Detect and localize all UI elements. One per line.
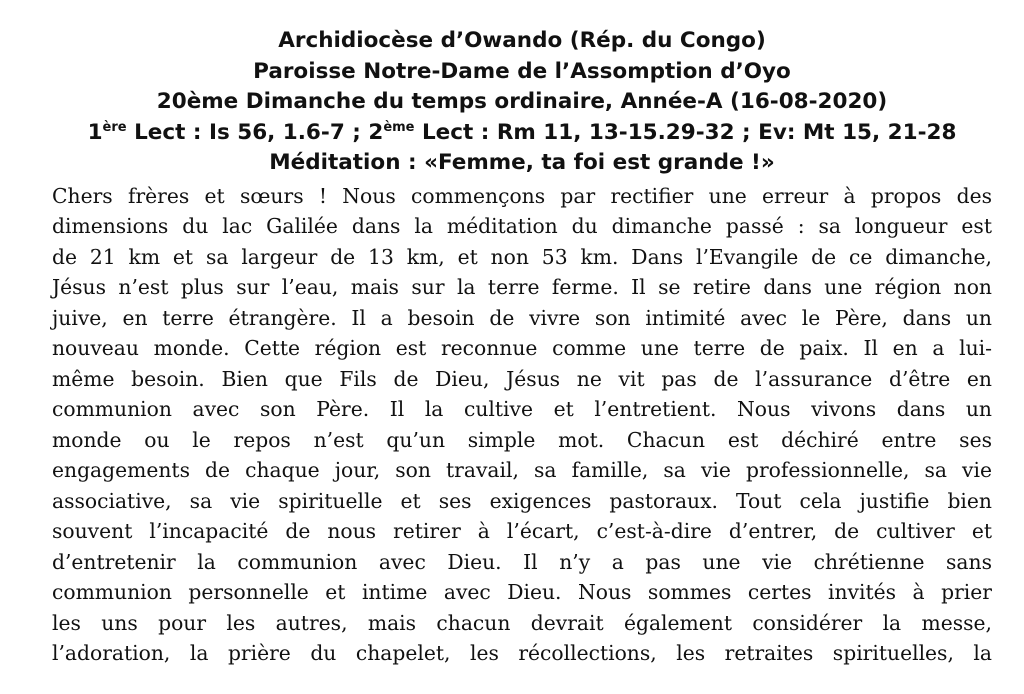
reading-2-text: Lect : Rm 11, 13-15.29-32 ; Ev: Mt 15, 21-28 bbox=[414, 119, 957, 145]
body-line: même besoin. Bien que Fils de Dieu, Jésus ne vit pas de l’assurance d’être en bbox=[52, 366, 992, 391]
document-page bbox=[52, 26, 992, 669]
body-line: associative, sa vie spirituelle et ses exigences pastoraux. Tout cela justifie bien bbox=[52, 488, 992, 513]
body-line: nouveau monde. Cette région est reconnue comme une terre de paix. Il en a lui- bbox=[52, 336, 992, 361]
body-line: monde ou le repos n’est qu’un simple mot. Chacun est déchiré entre ses bbox=[52, 427, 992, 452]
body-line: d’entretenir la communion avec Dieu. Il n’y a pas une vie chrétienne sans bbox=[52, 549, 992, 574]
readings-line bbox=[52, 118, 992, 149]
body-line: engagements de chaque jour, son travail, sa famille, sa vie professionnelle, sa vie bbox=[52, 458, 992, 483]
document-header bbox=[52, 26, 992, 179]
body-line: dimensions du lac Galilée dans la méditation du dimanche passé : sa longueur est bbox=[52, 214, 992, 239]
body-line: communion personnelle et intime avec Dieu. Nous sommes certes invités à prier bbox=[52, 580, 992, 605]
body-line: de 21 km et sa largeur de 13 km, et non 53 km. Dans l’Evangile de ce dimanche, bbox=[52, 244, 992, 269]
meditation-title: Méditation : «Femme, ta foi est grande !» bbox=[269, 150, 775, 176]
reading-1-text: Lect : Is 56, 1.6-7 ; 2 bbox=[126, 119, 384, 145]
meditation-body bbox=[52, 181, 992, 669]
body-line: Chers frères et sœurs ! Nous commençons par rectifier une erreur à propos des bbox=[52, 183, 992, 208]
reading-1-number: 1 bbox=[87, 119, 103, 145]
body-line: l’adoration, la prière du chapelet, les récollections, les retraites spirituelles, la bbox=[52, 641, 992, 666]
body-line: les uns pour les autres, mais chacun devrait également considérer la messe, bbox=[52, 610, 992, 635]
sunday-title: 20ème Dimanche du temps ordinaire, Année-A (16-08-2020) bbox=[156, 89, 888, 115]
body-line: juive, en terre étrangère. Il a besoin de vivre son intimité avec le Père, dans un bbox=[52, 305, 992, 330]
parish-title: Paroisse Notre-Dame de l’Assomption d’Oyo bbox=[253, 58, 791, 84]
reading-2-ordinal: ème bbox=[383, 119, 415, 135]
reading-1-ordinal: ère bbox=[102, 119, 127, 135]
body-line: Jésus n’est plus sur l’eau, mais sur la terre ferme. Il se retire dans une région non bbox=[52, 275, 992, 300]
body-line: communion avec son Père. Il la cultive et l’entretient. Nous vivons dans un bbox=[52, 397, 992, 422]
body-line: souvent l’incapacité de nous retirer à l’écart, c’est-à-dire d’entrer, de cultiver et bbox=[52, 519, 992, 544]
archdiocese-title: Archidiocèse d’Owando (Rép. du Congo) bbox=[278, 28, 766, 53]
